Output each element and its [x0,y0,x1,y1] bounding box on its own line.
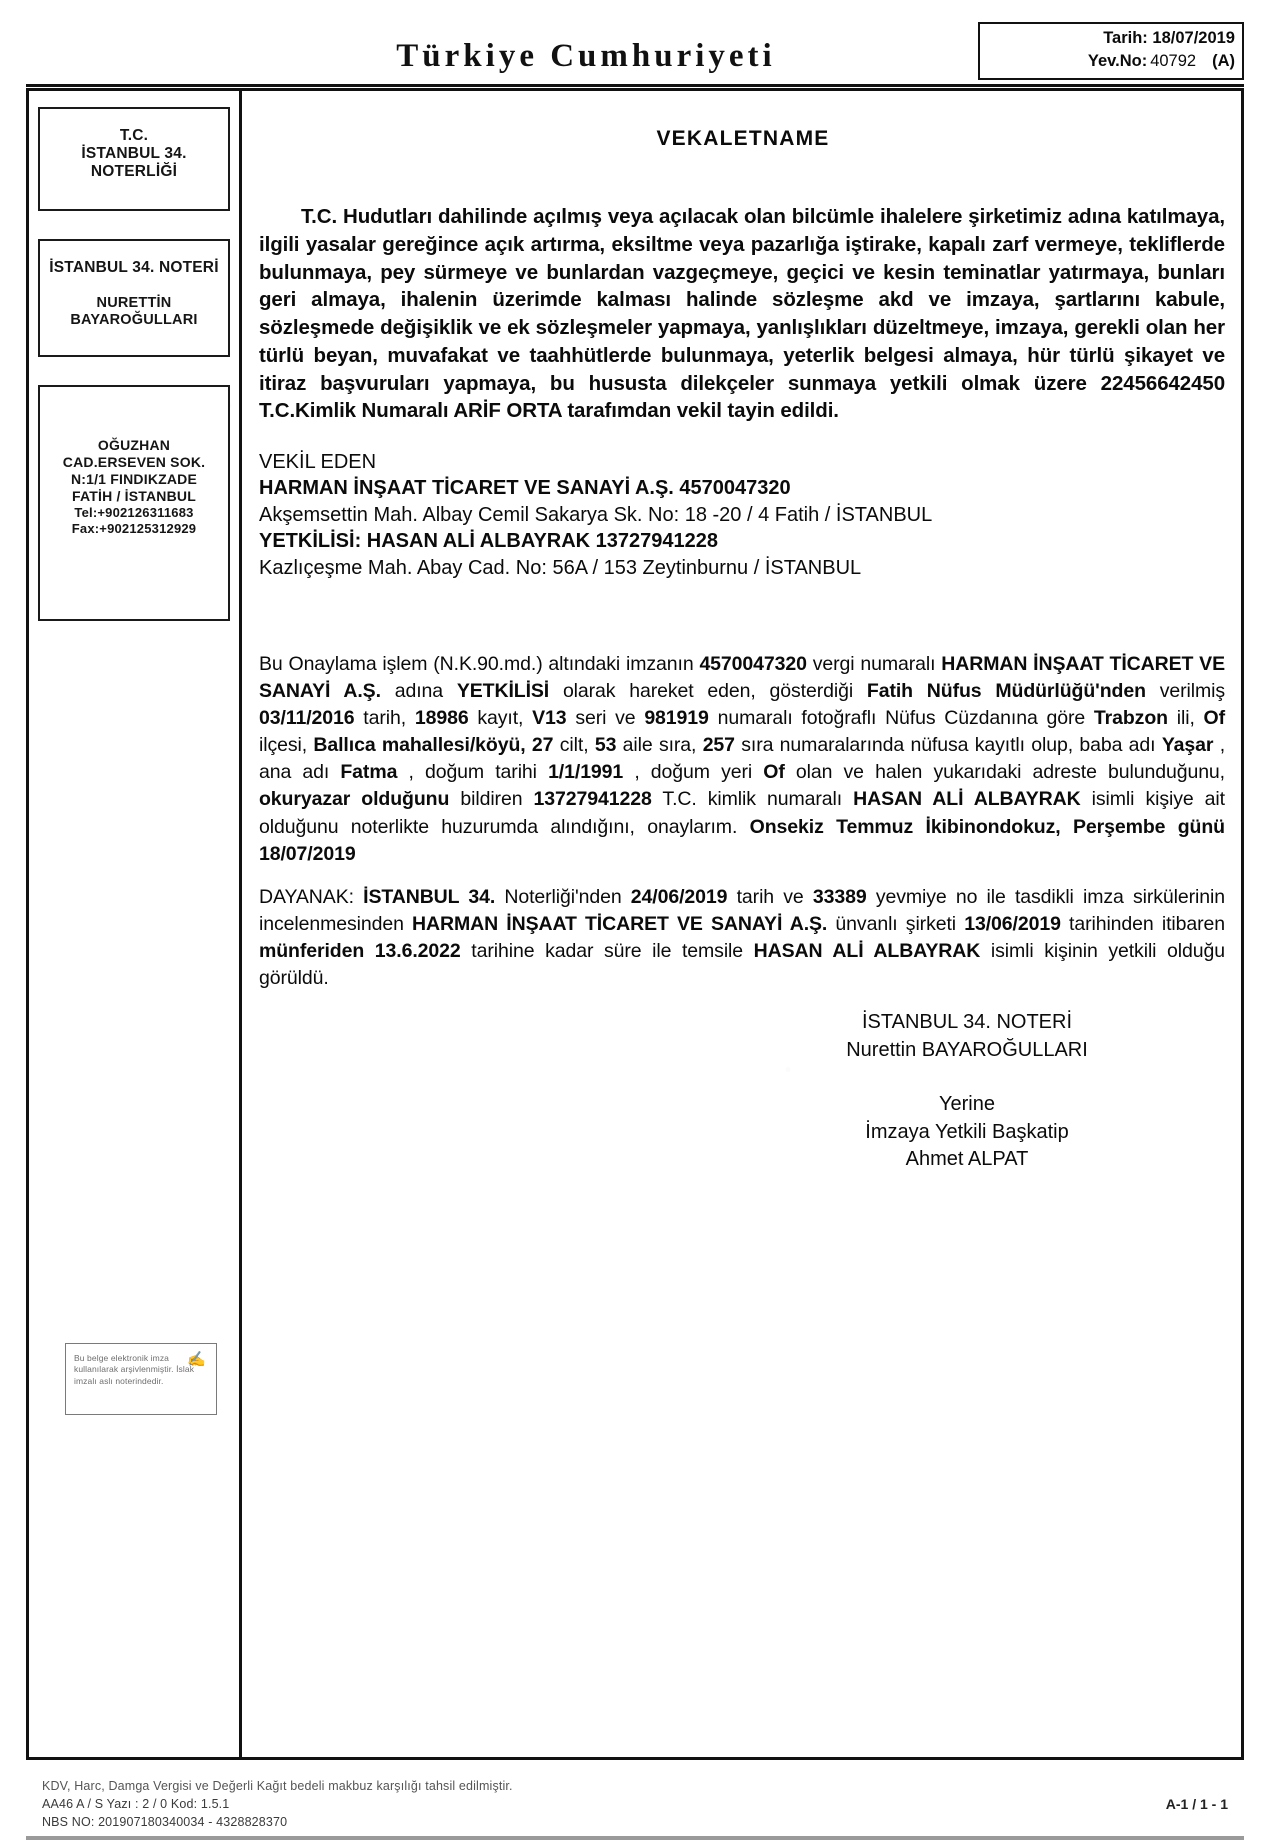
page-title: Türkiye Cumhuriyeti [396,38,776,74]
power-of-attorney-body: T.C. Hudutları dahilinde açılmış veya açılacak olan bilcümle ihalelere şirketimiz adına katılmaya, ilgili yasalar gereğince açık artırma, eksiltme veya pazarlığa iştirake, kapalı zarf vermeye, tekliflerde bulunmaya, pey sürmeye ve bunlardan vazgeçmeye, geçici ve kesin teminatlar yatırmaya, bunları geri almaya, ihalenin üzerimde kalması halinde sözleşme akd ve imzaya, şartlarını kabule, sözleşmede değişiklik ve ek sözleşmeler yapmaya, yanlışlıkları düzeltmeye, imzaya, gerekli olan her türlü beyan, muvafakat ve taahhütlerde bulunmaya, yeterlik belgesi almaya, hür türlü şikayet ve itiraz başvuruları yapmaya, bu hususta dilekçeler sunmaya yetkili olmak üzere 22456642450 T.C.Kimlik Numaralı ARİF ORTA tarafımdan vekil tayin edildi. [259,205,1225,423]
stamp-office-line3: NOTERLİĞİ [90,162,178,180]
signature-notary-title: İSTANBUL 34. NOTERİ [861,1011,1073,1033]
header-divider [26,84,1244,87]
stamp-address-phone: Tel:+902126311683 [74,505,194,521]
stamp-notary-title: İSTANBUL 34. NOTERİ [49,259,219,276]
document-type-title: VEKALETNAME [656,127,830,150]
signature-deputy-name: Ahmet ALPAT [905,1148,1029,1171]
footer-code-line: AA46 A / S Yazı : 2 / 0 Kod: 1.5.1 [42,1796,230,1811]
stamp-notary-name [38,239,230,357]
footer-divider [26,1836,1244,1840]
footer-nbs-no: NBS NO: 201907180340034 - 4328828370 [42,1814,288,1829]
estamp-line1: Bu belge elektronik imza [74,1353,170,1363]
stamp-address-line2: CAD.ERSEVEN SOK. [62,454,206,471]
stamp-notary-lastname: BAYAROĞULLARI [70,311,198,328]
deputy-signature-block [757,1091,1177,1174]
document-footer [42,1778,1242,1831]
estamp-line2: kullanılarak arşivlenmiştir. İslak [74,1364,195,1375]
footer-fees-note: KDV, Harc, Damga Vergisi ve Değerli Kağıt bedeli makbuz karşılığı tahsil edilmiştir. [42,1779,513,1793]
stamp-notary-office [38,107,230,211]
stamp-notary-address [38,385,230,621]
header-meta-box [978,22,1244,80]
header-yev-label: Yev.No: [1087,52,1148,70]
stamp-office-line1: T.C. [119,127,149,144]
signature-scrawl-icon: ✍ [187,1351,206,1368]
approval-paragraph: Bu Onaylama işlem (N.K.90.md.) altındaki imzanın 4570047320 vergi numaralı HARMAN İNŞAAT TİCARET VE SANAYİ A.Ş. adına YETKİLİSİ olarak hareket eden, gösterdiği Fatih Nüfus Müdürlüğü'nden verilmiş 03/11/2016 tarih, 18986 kayıt, V13 seri ve 981919 numaralı fotoğraflı Nüfus Cüzdanına göre Trabzon ili, Of ilçesi, Ballıca mahallesi/köyü, 27 cilt, 53 aile sıra, 257 sıra numaralarında nüfusa kayıtlı olup, baba adı Yaşar , ana adı Fatma , doğum tarihi 1/1/1991 , doğum yeri Of olan ve halen yukarıdaki adreste bulunduğunu, okuryazar olduğunu bildiren 13727941228 T.C. kimlik numaralı HASAN ALİ ALBAYRAK isimli kişiye ait olduğunu noterlikte huzurumda alındığını, onaylarım. Onsekiz Temmuz İkibinondokuz, Perşembe günü 18/07/2019 [259,653,1226,865]
stamp-address-line3: N:1/1 FINDIKZADE [70,471,198,488]
page-number: A-1 / 1 - 1 [1165,1796,1228,1812]
grantor-heading: VEKİL EDEN [259,451,377,473]
electronic-signature-stamp [65,1343,217,1415]
header-date-label: Tarih: [1103,29,1148,47]
stamp-notary-firstname: NURETTİN [96,294,172,311]
stamp-address-line4: FATİH / İSTANBUL [71,488,196,505]
dayanak-paragraph: DAYANAK: İSTANBUL 34. Noterliği'nden 24/06/2019 tarih ve 33389 yevmiye no ile tasdikli imza sirkülerinin incelenmesinden HARMAN İNŞAAT TİCARET VE SANAYİ A.Ş. ünvanlı şirketi 13/06/2019 tarihinden itibaren münferiden 13.6.2022 tarihine kadar süre ile temsile HASAN ALİ ALBAYRAK isimli kişinin yetkili olduğu görüldü. [259,886,1226,990]
header-yev-suffix: (A) [1212,52,1235,70]
grantor-block [259,449,1225,581]
signature-yerine: Yerine [939,1093,995,1115]
document-header [26,14,1244,86]
stamp-office-line2: İSTANBUL 34. [81,144,187,162]
header-yev-row [980,53,1235,70]
stamp-address-fax: Fax:+902125312929 [71,521,197,537]
grantor-authorized-person: YETKİLİSİ: HASAN ALİ ALBAYRAK 13727941228 [259,530,719,553]
column-divider [239,91,242,1757]
signature-deputy-role: İmzaya Yetkili Başkatip [865,1120,1069,1143]
header-date-row [980,30,1235,47]
signature-notary-name: Nurettin BAYAROĞULLARI [846,1038,1088,1061]
document-frame [26,88,1244,1760]
estamp-line3: imzalı aslı noterindedir. [74,1375,164,1386]
notary-signature-block [757,1009,1177,1064]
stamp-address-line1: OĞUZHAN [97,437,171,453]
header-date-value: 18/07/2019 [1152,29,1235,47]
grantor-company-address: Akşemsettin Mah. Albay Cemil Sakarya Sk. No: 18 -20 / 4 Fatih / İSTANBUL [259,503,933,526]
grantor-authorized-address: Kazlıçeşme Mah. Abay Cad. No: 56A / 153 Zeytinburnu / İSTANBUL [259,556,862,579]
header-yev-value: 40792 [1150,52,1197,70]
grantor-company: HARMAN İNŞAAT TİCARET VE SANAYİ A.Ş. 4570047320 [259,477,791,500]
